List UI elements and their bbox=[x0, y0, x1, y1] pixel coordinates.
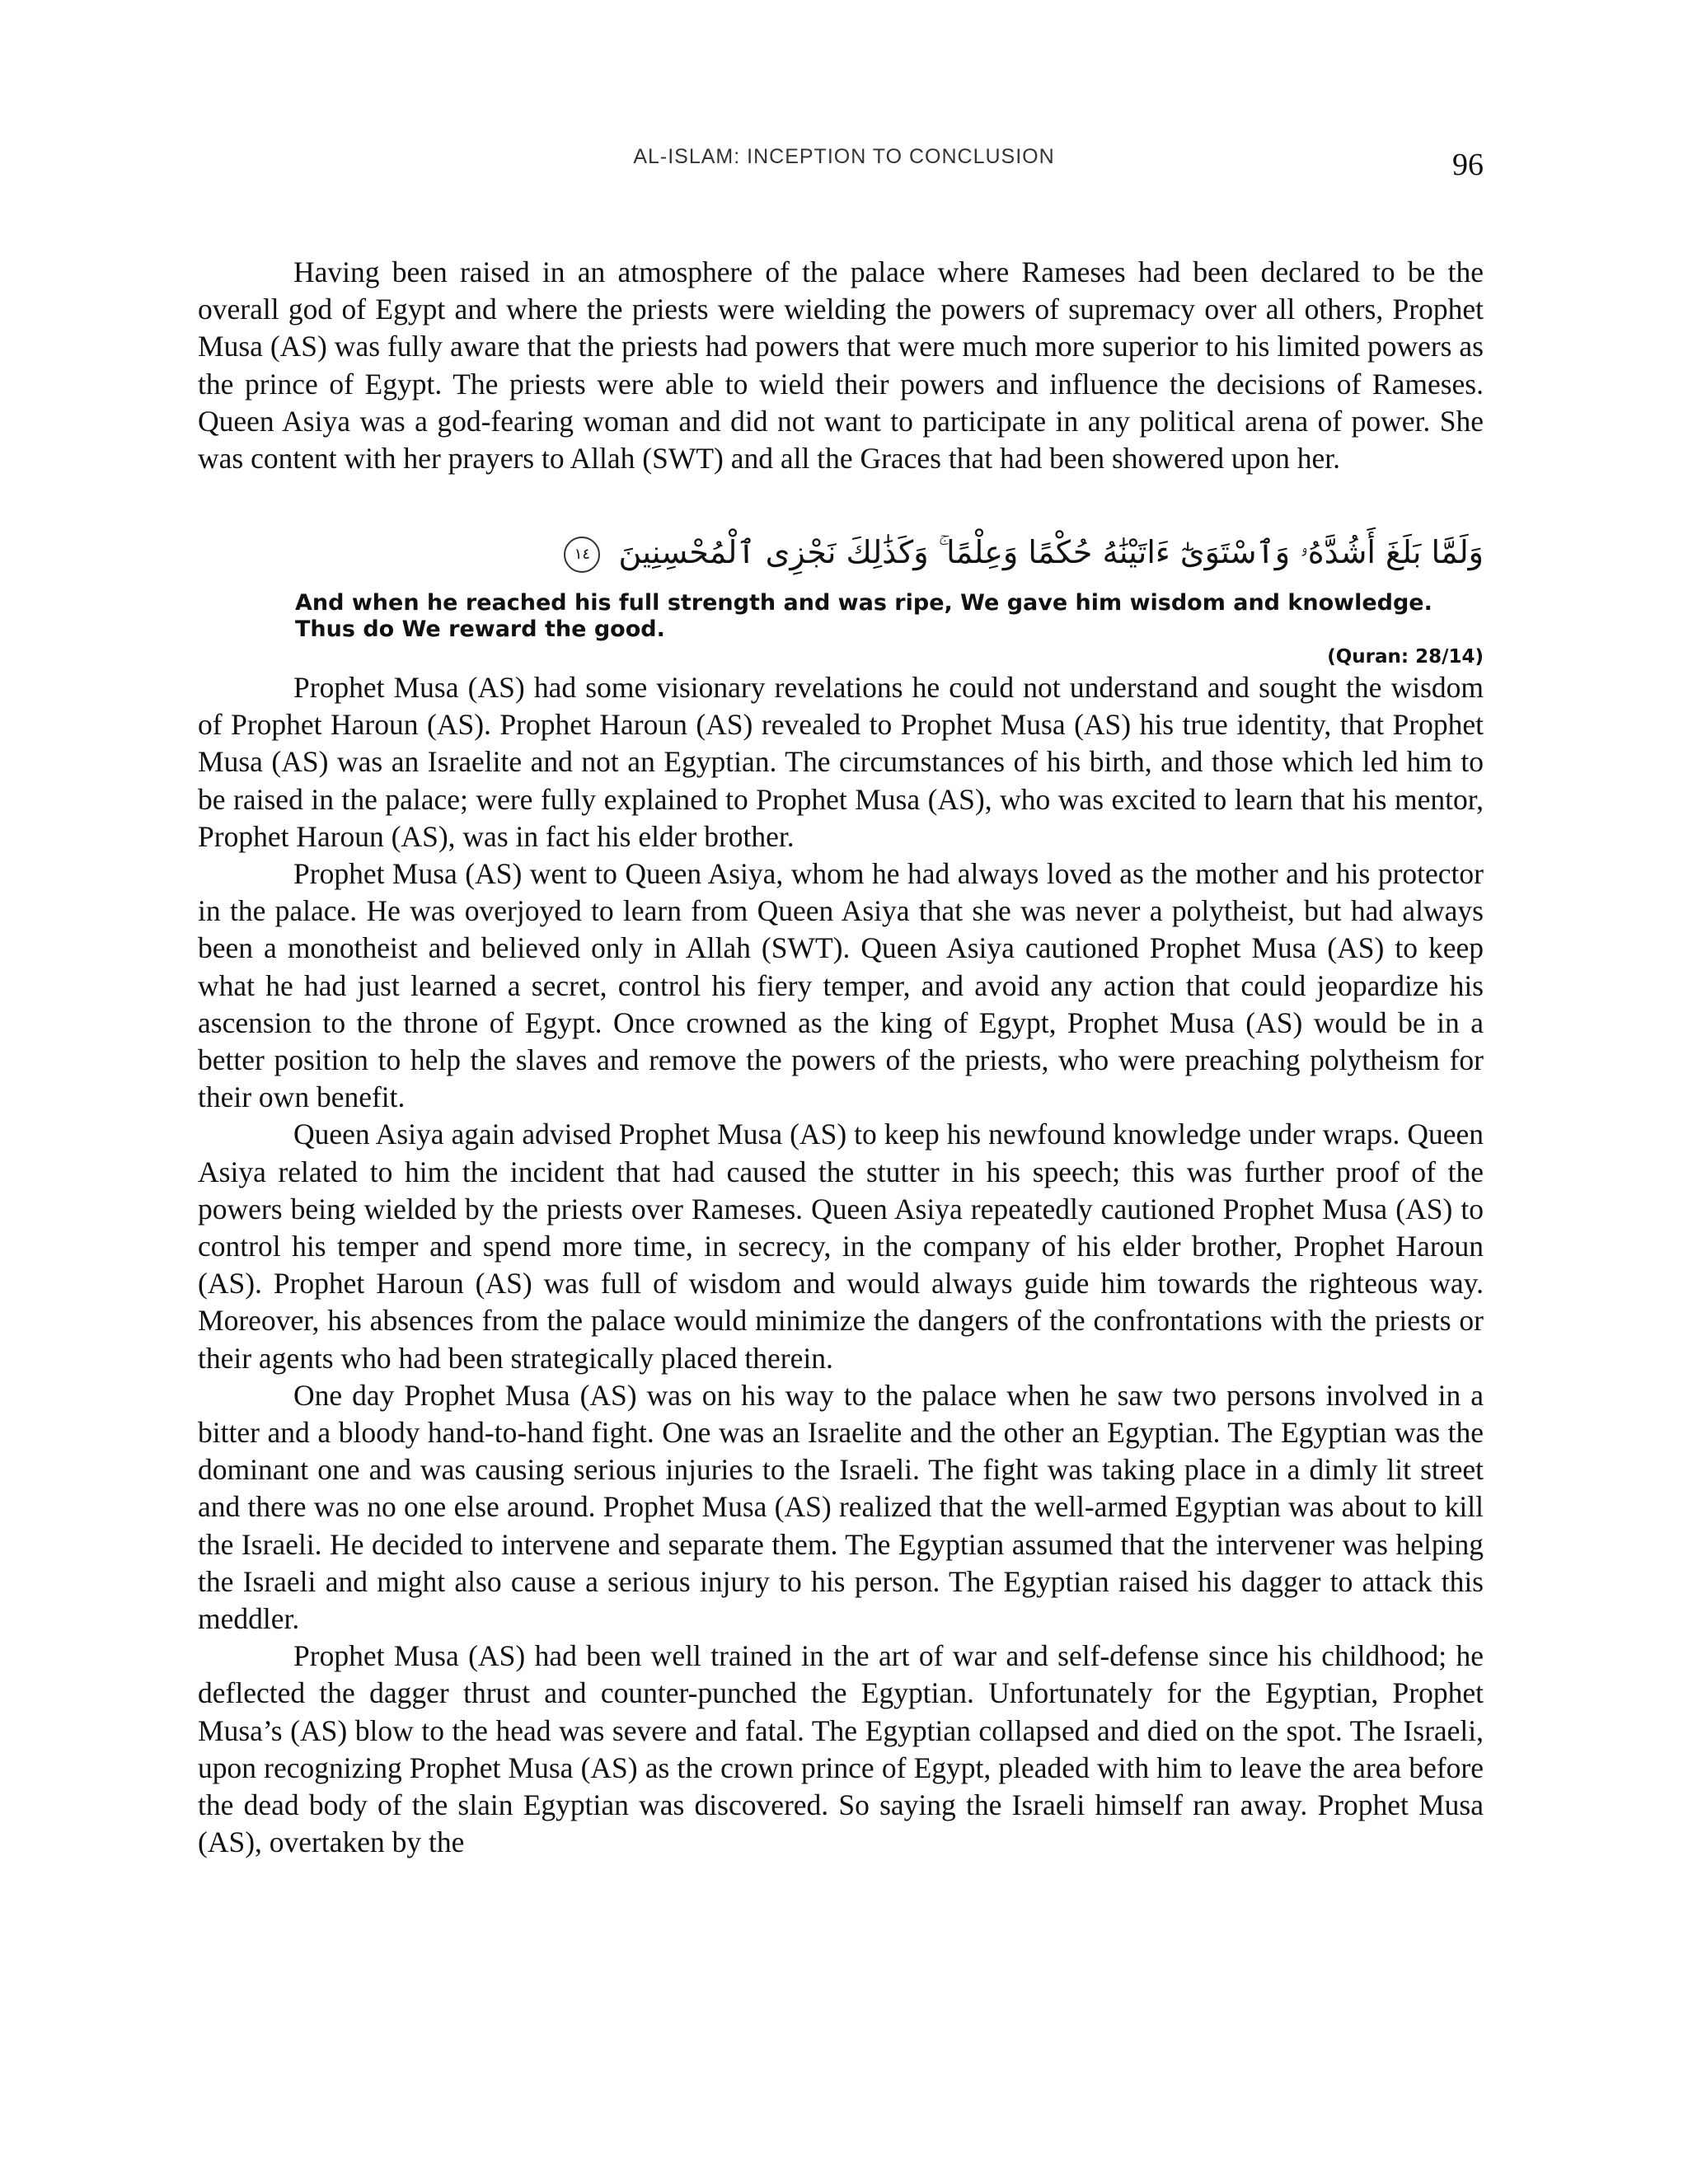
paragraph: Prophet Musa (AS) went to Queen Asiya, whom he had always loved as the mother and his protector in the palace. He was overjoyed to learn from Queen Asiya that she was never a polytheist, but had always been a monotheist and believed only in Allah (SWT). Queen Asiya cautioned Prophet Musa (AS) to keep what he had just learned a secret, control his fiery temper, and avoid any action that could jeopardize his ascension to the throne of Egypt. Once crowned as the king of Egypt, Prophet Musa (AS) would be in a better position to help the slaves and remove the powers of the priests, who were preaching polytheism for their own benefit. bbox=[198, 857, 1484, 1114]
body-text-after-quote bbox=[198, 669, 1484, 1862]
paragraph: One day Prophet Musa (AS) was on his way to the palace when he saw two persons involved in a bitter and a bloody hand-to-hand fight. One was an Israelite and the other an Egyptian. The Egyptian was the dominant one and was causing serious injuries to the Israeli. The fight was taking place in a dimly lit street and there was no one else around. Prophet Musa (AS) realized that the well-armed Egyptian was about to kill the Israeli. He decided to intervene and separate them. The Egyptian assumed that the intervener was helping the Israeli and might also cause a serious injury to his person. The Egyptian raised his dagger to attack this meddler. bbox=[198, 1378, 1484, 1636]
paragraph: Having been raised in an atmosphere of the palace where Rameses had been declared to be the overall god of Egypt and where the priests were wielding the powers of supremacy over all others, Prophet Musa (AS) was fully aware that the priests had powers that were much more superior to his limited powers as the prince of Egypt. The priests were able to wield their powers and influence the decisions of Rameses. Queen Asiya was a god-fearing woman and did not want to participate in any political arena of power. She was content with her prayers to Allah (SWT) and all the Graces that had been showered upon her. bbox=[198, 255, 1484, 476]
paragraph: Prophet Musa (AS) had been well trained in the art of war and self-defense since his childhood; he deflected the dagger thrust and counter-punched the Egyptian. Unfortunately for the Egyptian, Prophet Musa’s (AS) blow to the head was severe and fatal. The Egyptian collapsed and died on the spot. The Israeli, upon recognizing Prophet Musa (AS) as the crown prince of Egypt, pleaded with him to leave the area before the dead body of the slain Egyptian was discovered. So saying the Israeli himself ran away. Prophet Musa (AS), overtaken by the bbox=[198, 1639, 1484, 1859]
paragraph: Queen Asiya again advised Prophet Musa (AS) to keep his newfound knowledge under wraps. Queen Asiya related to him the incident that had caused the stutter in his speech; this was further proof of the powers being wielded by the priests over Rameses. Queen Asiya repeatedly cautioned Prophet Musa (AS) to control his temper and spend more time, in secrecy, in the company of his elder brother, Prophet Haroun (AS). Prophet Haroun (AS) was full of wisdom and would always guide him towards the righteous way. Moreover, his absences from the palace would minimize the dangers of the confrontations with the priests or their agents who had been strategically placed therein. bbox=[198, 1118, 1484, 1375]
translation-line: And when he reached his full strength and was ripe, We gave him wisdom and knowledge. bbox=[295, 590, 1432, 616]
quran-citation: (Quran: 28/14) bbox=[1327, 646, 1484, 668]
quran-arabic-verse bbox=[247, 534, 1484, 573]
arabic-verse-text: وَلَمَّا بَلَغَ أَشُدَّهُۥ وَٱسْتَوَىٰٓ ءَاتَيْنَٰهُ حُكْمًا وَعِلْمًا ۚ وَكَذَٰلِكَ نَجْزِى ٱلْمُحْسِنِينَ bbox=[618, 534, 1484, 570]
quran-translation bbox=[295, 590, 1490, 643]
body-text-before-quote bbox=[198, 254, 1484, 477]
page-number: 96 bbox=[1452, 148, 1484, 182]
translation-line: Thus do We reward the good. bbox=[295, 616, 665, 642]
running-header: AL-ISLAM: INCEPTION TO CONCLUSION bbox=[633, 145, 1055, 168]
ayah-number-marker: ١٤ bbox=[564, 537, 600, 573]
paragraph: Prophet Musa (AS) had some visionary revelations he could not understand and sought the wisdom of Prophet Haroun (AS). Prophet Haroun (AS) revealed to Prophet Musa (AS) his true identity, that Prophet Musa (AS) was an Israelite and not an Egyptian. The circumstances of his birth, and those which led him to be raised in the palace; were fully explained to Prophet Musa (AS), who was excited to learn that his mentor, Prophet Haroun (AS), was in fact his elder brother. bbox=[198, 671, 1484, 853]
